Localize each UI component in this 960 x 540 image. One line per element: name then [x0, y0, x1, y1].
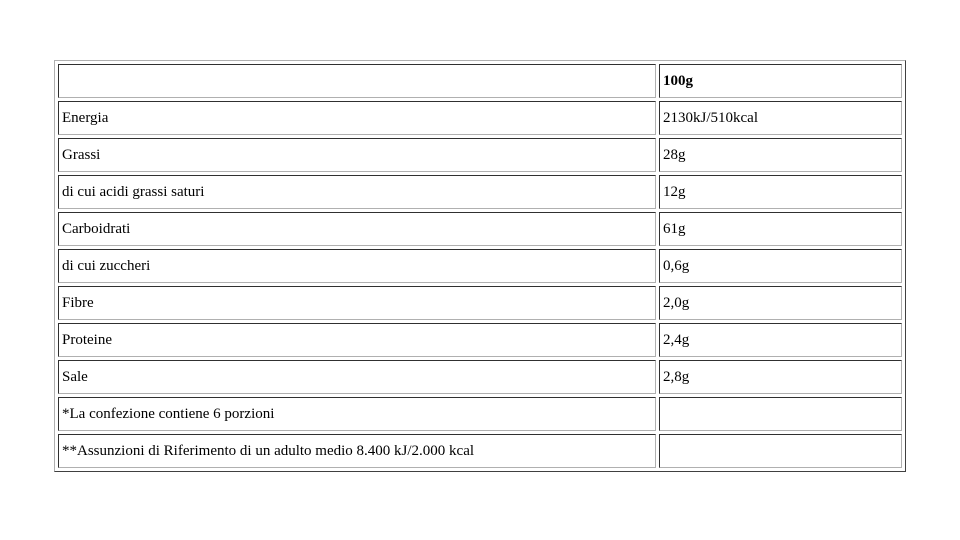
table-row [58, 101, 902, 135]
row-label-fibre: Fibre [58, 286, 656, 320]
row-label-energia: Energia [58, 101, 656, 135]
table-row [58, 360, 902, 394]
row-value-sale: 2,8g [659, 360, 902, 394]
header-value-cell: 100g [659, 64, 902, 98]
table-row [58, 175, 902, 209]
table-header-row [58, 64, 902, 98]
row-label-grassi: Grassi [58, 138, 656, 172]
row-value-proteine: 2,4g [659, 323, 902, 357]
row-value-porzioni-note [659, 397, 902, 431]
row-label-porzioni-note: *La confezione contiene 6 porzioni [58, 397, 656, 431]
table-row [58, 434, 902, 468]
row-value-fibre: 2,0g [659, 286, 902, 320]
nutrition-table [54, 60, 906, 472]
table-row [58, 323, 902, 357]
table-row [58, 212, 902, 246]
row-label-zuccheri: di cui zuccheri [58, 249, 656, 283]
row-value-riferimento-note [659, 434, 902, 468]
table-row [58, 286, 902, 320]
header-label-cell [58, 64, 656, 98]
row-label-sale: Sale [58, 360, 656, 394]
row-label-carboidrati: Carboidrati [58, 212, 656, 246]
row-value-grassi: 28g [659, 138, 902, 172]
row-value-energia: 2130kJ/510kcal [659, 101, 902, 135]
row-label-saturi: di cui acidi grassi saturi [58, 175, 656, 209]
row-value-zuccheri: 0,6g [659, 249, 902, 283]
table-row [58, 249, 902, 283]
nutrition-table-container [54, 60, 906, 472]
table-row [58, 138, 902, 172]
row-value-saturi: 12g [659, 175, 902, 209]
table-row [58, 397, 902, 431]
row-label-proteine: Proteine [58, 323, 656, 357]
row-label-riferimento-note: **Assunzioni di Riferimento di un adulto medio 8.400 kJ/2.000 kcal [58, 434, 656, 468]
row-value-carboidrati: 61g [659, 212, 902, 246]
